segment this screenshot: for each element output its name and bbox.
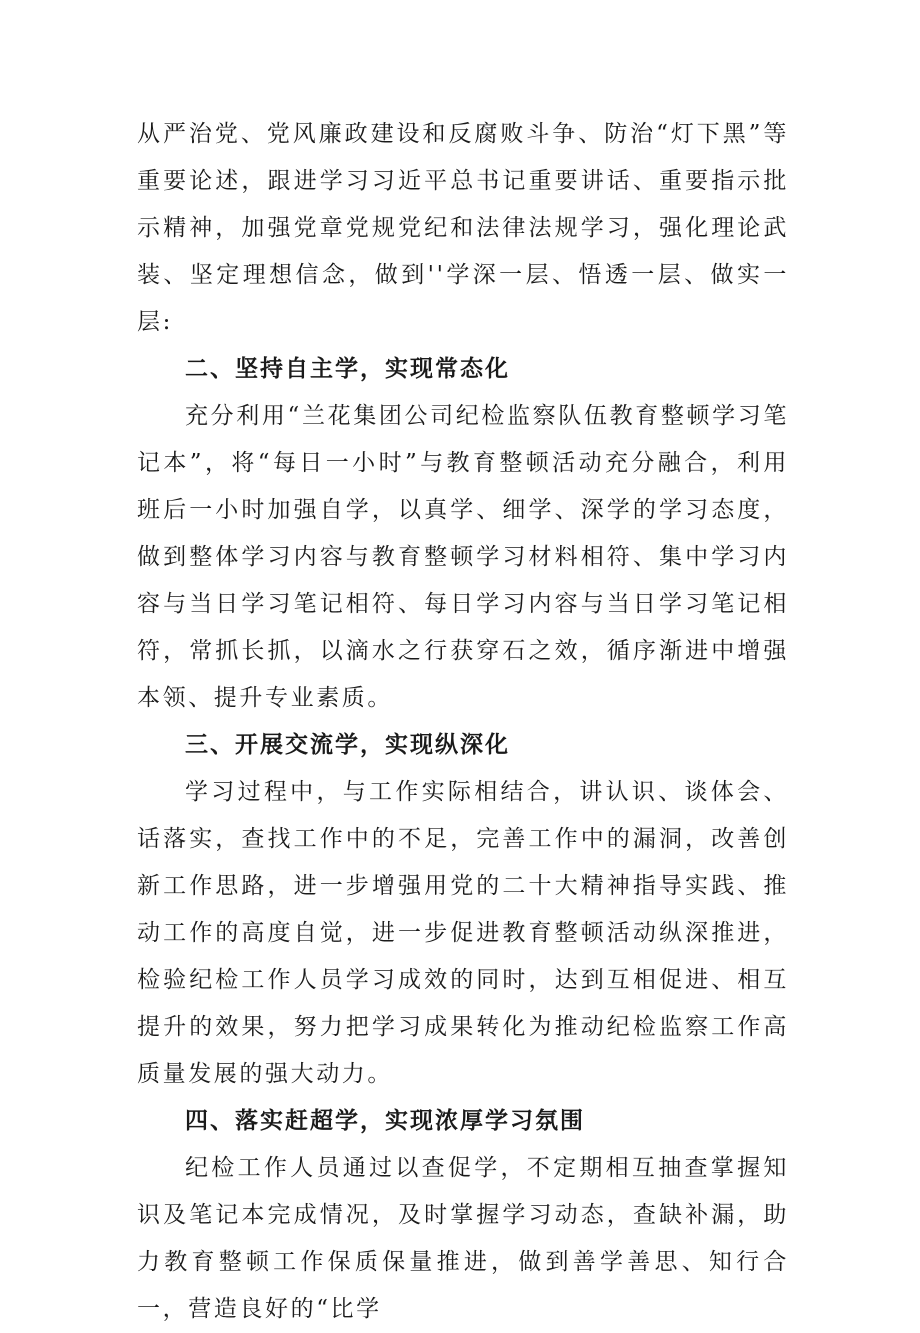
section-heading-4: 四、落实赶超学，实现浓厚学习氛围: [185, 1108, 585, 1134]
body-paragraph-section-2: 充分利用“兰花集团公司纪检监察队伍教育整顿学习笔记本”，将“每日一小时”与教育整顿活动充分融合，利用班后一小时加强自学，以真学、细学、深学的学习态度，做到整体学习内容与教育整顿学习材料相符、集中学习内容与当日学习笔记相符、每日学习内容与当日学习笔记相符，常抓长抓，以滴水之行获穿石之效，循序渐进中增强本领、提升专业素质。: [137, 403, 789, 711]
body-paragraph-continuation: 从严治党、党风廉政建设和反腐败斗争、防治“灯下黑”等重要论述，跟进学习习近平总书记重要讲话、重要指示批示精神，加强党章党规党纪和法律法规学习，强化理论武装、坚定理想信念，做到''学深一层、悟透一层、做实一层:: [137, 121, 789, 335]
document-body: [137, 111, 789, 1333]
section-heading-3: 三、开展交流学，实现纵深化: [185, 732, 510, 758]
section-heading-2: 二、坚持自主学，实现常态化: [185, 356, 510, 382]
body-paragraph-section-3: 学习过程中，与工作实际相结合，讲认识、谈体会、话落实，查找工作中的不足，完善工作中的漏洞，改善创新工作思路，进一步增强用党的二十大精神指导实践、推动工作的高度自觉，进一步促进教育整顿活动纵深推进，检验纪检工作人员学习成效的同时，达到互相促进、相互提升的效果，努力把学习成果转化为推动纪检监察工作高质量发展的强大动力。: [137, 779, 789, 1087]
body-paragraph-section-4: 纪检工作人员通过以查促学，不定期相互抽查掌握知识及笔记本完成情况，及时掌握学习动态，查缺补漏，助力教育整顿工作保质保量推进，做到善学善思、知行合一，营造良好的“比学: [137, 1155, 789, 1322]
